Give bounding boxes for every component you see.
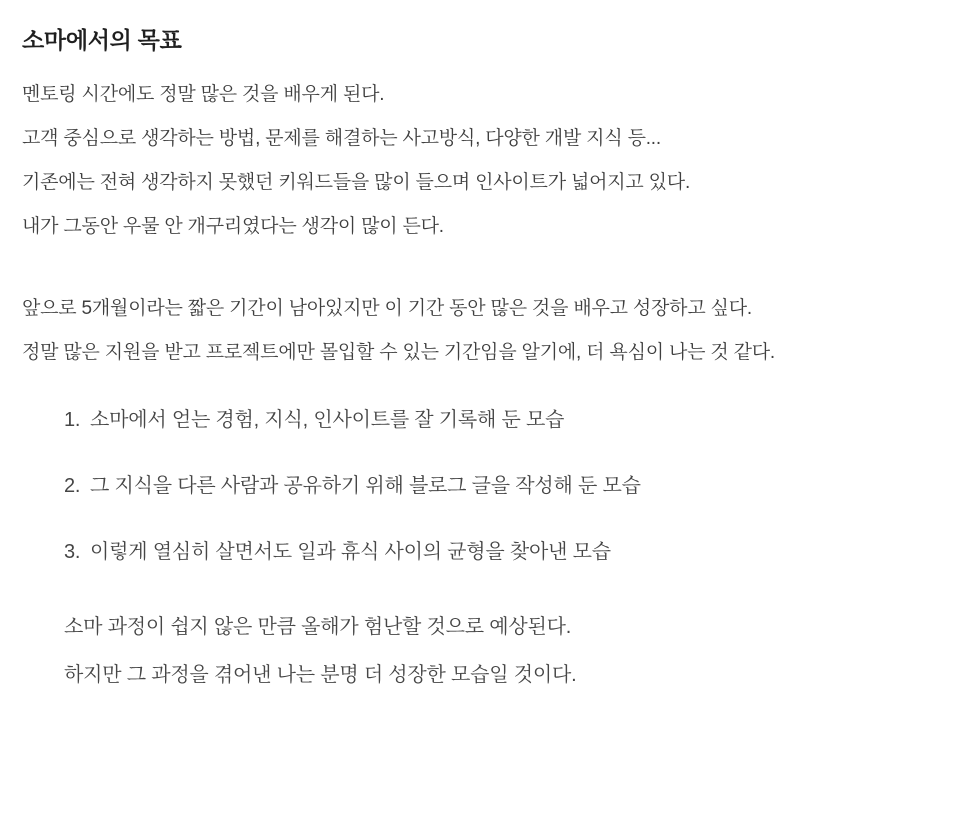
list-item — [64, 537, 956, 567]
goals-list — [22, 405, 956, 567]
second-line-1: 앞으로 5개월이라는 짧은 기간이 남아있지만 이 기간 동안 많은 것을 배우고 성장하고 싶다. — [22, 298, 752, 319]
intro-line-4: 내가 그동안 우물 안 개구리였다는 생각이 많이 든다. — [22, 216, 444, 237]
intro-line-2: 고객 중심으로 생각하는 방법, 문제를 해결하는 사고방식, 다양한 개발 지식 등... — [22, 128, 661, 149]
second-line-2: 정말 많은 지원을 받고 프로젝트에만 몰입할 수 있는 기간임을 알기에, 더 욕심이 나는 것 같다. — [22, 342, 775, 363]
list-item — [64, 405, 956, 435]
closing-paragraph — [22, 603, 956, 699]
intro-line-1: 멘토링 시간에도 정말 많은 것을 배우게 된다. — [22, 84, 385, 105]
list-item-number: 1. — [64, 409, 81, 431]
list-item-number: 3. — [64, 541, 81, 563]
page-title: 소마에서의 목표 — [22, 27, 182, 53]
intro-paragraph — [22, 73, 956, 249]
second-paragraph — [22, 287, 956, 375]
list-item-number: 2. — [64, 475, 81, 497]
list-item-label: 소마에서 얻는 경험, 지식, 인사이트를 잘 기록해 둔 모습 — [90, 409, 565, 431]
paragraph-spacer — [22, 249, 956, 287]
closing-line-2: 하지만 그 과정을 겪어낸 나는 분명 더 성장한 모습일 것이다. — [64, 664, 577, 686]
list-item-label: 그 지식을 다른 사람과 공유하기 위해 블로그 글을 작성해 둔 모습 — [90, 475, 641, 497]
list-item-label: 이렇게 열심히 살면서도 일과 휴식 사이의 균형을 찾아낸 모습 — [90, 541, 611, 563]
intro-line-3: 기존에는 전혀 생각하지 못했던 키워드들을 많이 들으며 인사이트가 넓어지고 있다. — [22, 172, 691, 193]
list-item — [64, 471, 956, 501]
closing-line-1: 소마 과정이 쉽지 않은 만큼 올해가 험난할 것으로 예상된다. — [64, 616, 572, 638]
